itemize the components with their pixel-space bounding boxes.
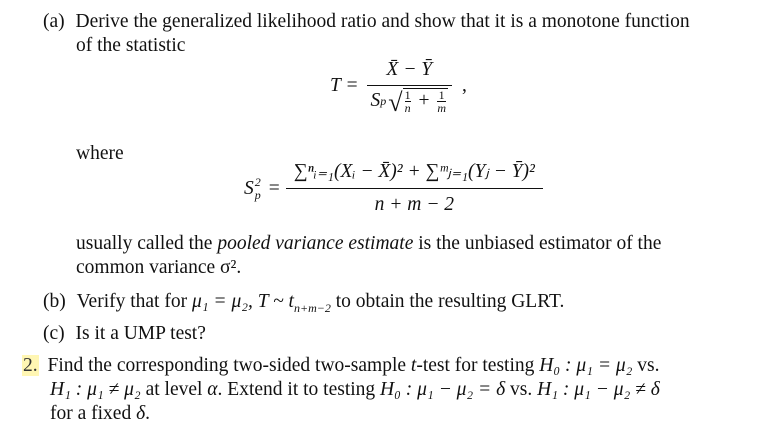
q2-line1-math: H₀ : μ₁ = μ₂ [539,355,633,376]
pooled-pre: usually called the [76,233,218,254]
equation-Sp2-sup: 2 [254,174,261,189]
question-2-line1 [22,354,660,378]
item-a-where: where [76,143,124,164]
equation-Sp2-sub: p [254,187,261,202]
equation-T-denominator: S p √ $\frac{1}{n}$ + $\frac{1}{m}$ [367,85,452,114]
item-a-line2: of the statistic [76,35,186,56]
pooled-em: pooled variance estimate [217,233,414,254]
equation-Sp2-lhs [244,176,261,202]
equation-Sp2-fraction [290,160,539,217]
q2-line1-post: vs. [632,355,660,376]
equation-Sp2 [244,160,539,217]
item-b-math: μ₁ = μ₂, T ~ t [191,291,294,312]
q2-line2-math1: H₁ : μ₁ ≠ μ₂ [50,379,141,400]
plus-sign: + [418,90,430,111]
item-b-text-post: to obtain the resulting GLRT. [330,291,565,312]
equation-T [330,58,467,118]
pooled-post: is the unbiased estimator of the [413,233,662,254]
q2-line1-t: t [410,355,417,376]
equation-T-comma: , [461,75,467,97]
item-b-text-pre: Verify that for [76,291,192,312]
sqrt-body [403,88,448,114]
one-over-n-den: n [404,101,411,116]
q2-line2-alpha: α [207,379,218,400]
q2-line1-mid: -test for testing [416,355,540,376]
question-2-line3 [50,402,150,426]
one-over-m-den: m [437,101,446,116]
equation-Sp2-eq: = [268,177,280,199]
equation-T-lhs: T = [330,75,359,97]
item-a-text-1: Derive the generalized likelihood ratio and show that it is a monotone function [75,11,690,32]
q2-line2-mid: at level [140,379,208,400]
q2-line2-math2: H₀ : μ₁ − μ₂ = δ [380,379,506,400]
equation-T-den-s: S [370,90,381,112]
item-a-label: (a) [43,11,65,32]
q2-line2-mid2: . Extend it to testing [217,379,381,400]
question-2-line2 [50,378,660,402]
q2-line3-pre: for a fixed [50,403,137,424]
item-c-text: Is it a UMP test? [75,323,206,344]
one-over-m [437,89,446,114]
equation-T-numerator: X̄ − Ȳ [386,59,433,80]
question-2-number: 2. [23,355,38,376]
item-a-common-variance: common variance σ². [76,257,242,278]
item-a-line1 [43,10,690,34]
item-b-label: (b) [43,291,66,312]
q2-line2-vs: vs. [505,379,538,400]
equation-Sp2-numerator: ∑ⁿᵢ₌₁(Xᵢ − X̄)² + ∑ᵐⱼ₌₁(Yⱼ − Ȳ)² [293,161,535,182]
one-over-n-num: 1 [404,88,411,103]
q2-line2-math3: H₁ : μ₁ − μ₂ ≠ δ [537,379,660,400]
item-c-label: (c) [43,323,65,344]
q2-line3-post: . [145,403,151,424]
sqrt-symbol: √ [388,88,403,118]
one-over-m-num: 1 [438,88,445,103]
equation-Sp2-denominator: n + m − 2 [286,188,543,217]
equation-Sp2-s: S [244,177,254,199]
q2-line3-delta: δ [136,403,146,424]
item-b [43,290,564,314]
item-a-pooled-line [76,232,661,256]
equation-T-fraction [367,58,452,118]
one-over-n [405,89,411,114]
item-b-sub: n+m−2 [293,300,331,315]
q2-line1-pre: Find the corresponding two-sided two-sample [47,355,411,376]
item-c [43,322,206,346]
